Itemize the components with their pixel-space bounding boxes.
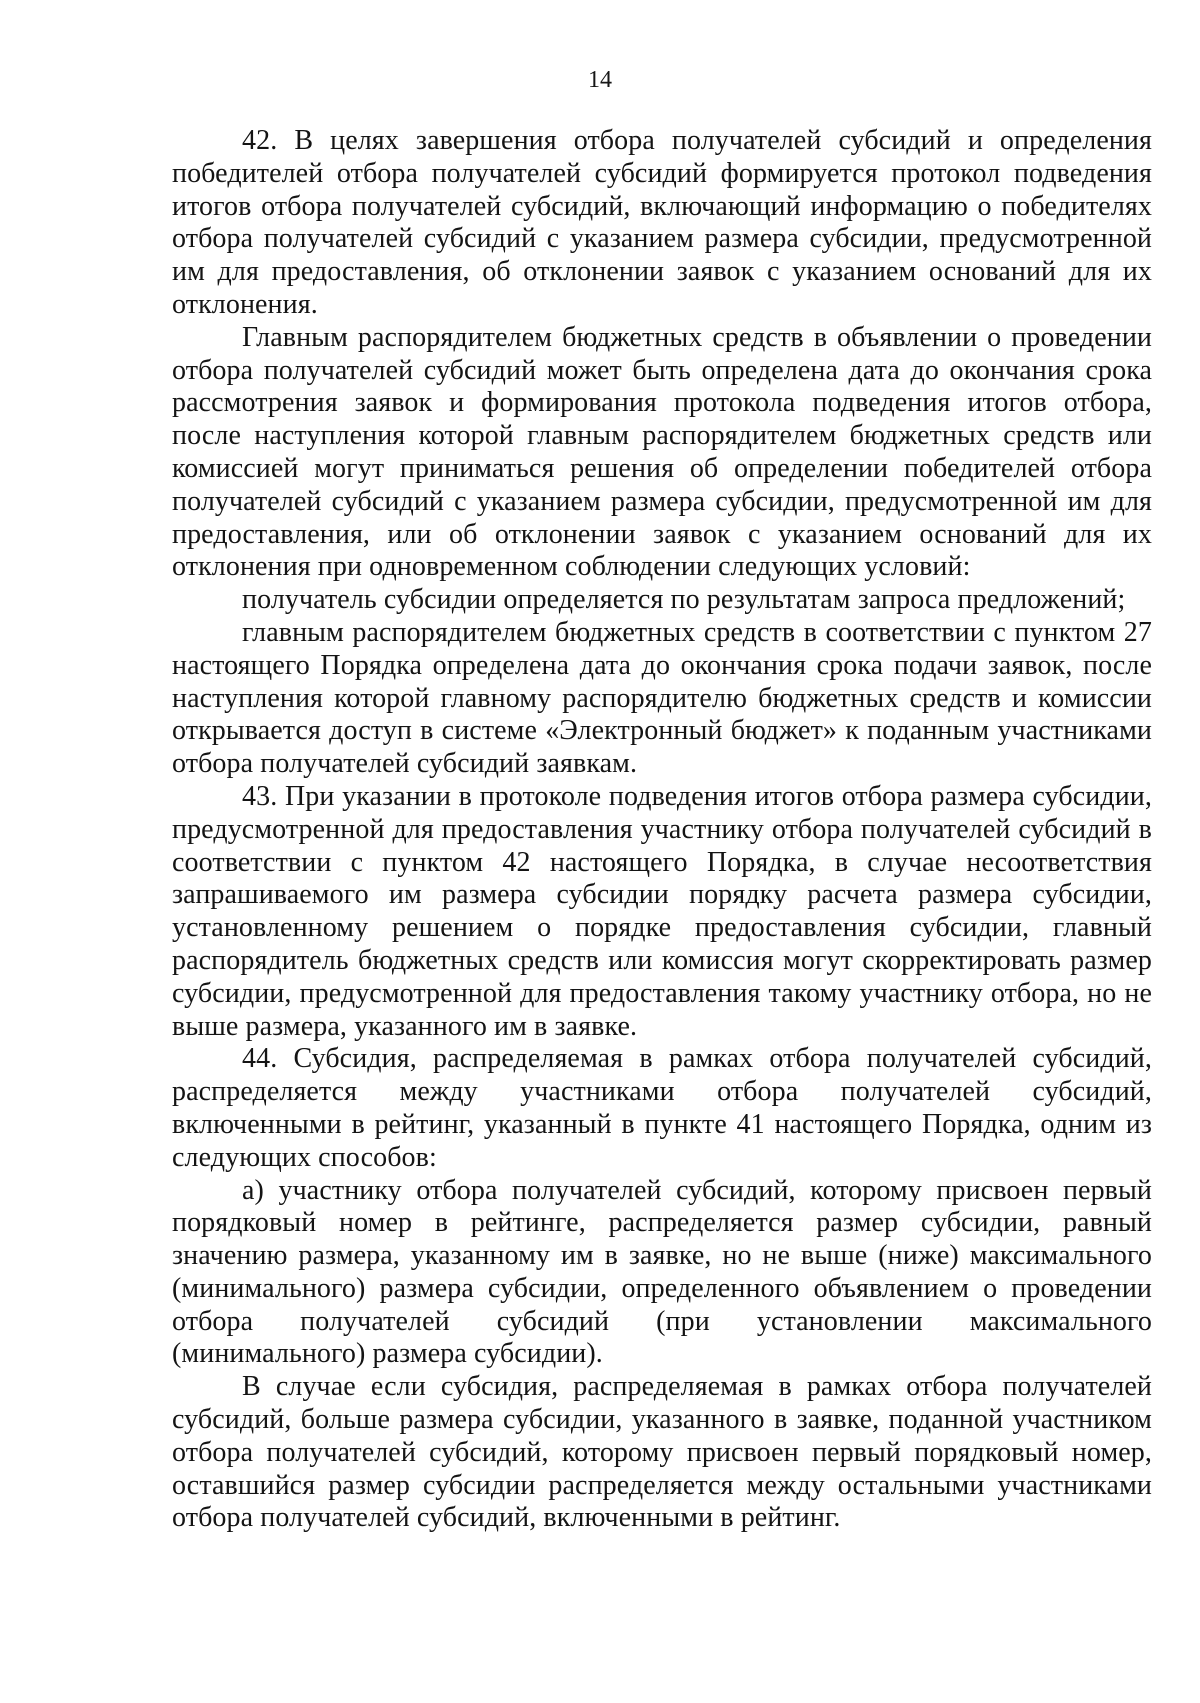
page-number: 14	[588, 67, 612, 93]
paragraph-chief-manager-date: Главным распорядителем бюджетных средств в объявлении о проведении отбора получателей субсидий может быть определена дата до окончания срока рассмотрения заявок и формирования протокола подведения итогов отбора, после наступления которой главным распорядителем бюджетных средств или комиссией могут приниматься решения об определении победителей отбора получателей субсидий с указанием размера субсидии, предусмотренной им для предоставления, или об отклонении заявок с указанием оснований для их отклонения при одновременном соблюдении следующих условий:	[172, 321, 1152, 583]
paragraph-44-a: а) участнику отбора получателей субсидий, которому присвоен первый порядковый номер в рейтинге, распределяется размер субсидии, равный значению размера, указанному им в заявке, но не выше (ниже) максимального (минимального) размера субсидии, определенного объявлением о проведении отбора получателей субсидий (при установлении максимального (минимального) размера субсидии).	[172, 1174, 1152, 1370]
paragraph-remaining-subsidy: В случае если субсидия, распределяемая в рамках отбора получателей субсидий, больше размера субсидии, указанного в заявке, поданной участником отбора получателей субсидий, которому присвоен первый порядковый номер, оставшийся размер субсидии распределяется между остальными участниками отбора получателей субсидий, включенными в рейтинг.	[172, 1371, 1152, 1534]
paragraph-43: 43. При указании в протоколе подведения итогов отбора размера субсидии, предусмотренной для предоставления участнику отбора получателей субсидий в соответствии с пунктом 42 настоящего Порядка, в случае несоответствия запрашиваемого им размера субсидии порядку расчета размера субсидии, установленному решением о порядке предоставления субсидии, главный распорядитель бюджетных средств или комиссия могут скорректировать размер субсидии, предусмотренной для предоставления такому участнику отбора, но не выше размера, указанного им в заявке.	[172, 780, 1152, 1042]
paragraph-44: 44. Субсидия, распределяемая в рамках отбора получателей субсидий, распределяется между участниками отбора получателей субсидий, включенными в рейтинг, указанный в пункте 41 настоящего Порядка, одним из следующих способов:	[172, 1043, 1152, 1173]
document-body	[172, 125, 1152, 1535]
paragraph-42: 42. В целях завершения отбора получателей субсидий и определения победителей отбора получателей субсидий формируется протокол подведения итогов отбора получателей субсидий, включающий информацию о победителях отбора получателей субсидий с указанием размера субсидии, предусмотренной им для предоставления, об отклонении заявок с указанием оснований для их отклонения.	[172, 125, 1152, 320]
paragraph-condition-request: получатель субсидии определяется по результатам запроса предложений;	[242, 584, 1126, 616]
paragraph-condition-deadline: главным распорядителем бюджетных средств в соответствии с пунктом 27 настоящего Порядка определена дата до окончания срока подачи заявок, после наступления которой главному распорядителю бюджетных средств и комиссии открывается доступ в системе «Электронный бюджет» к поданным участниками отбора получателей субсидий заявкам.	[172, 616, 1152, 780]
